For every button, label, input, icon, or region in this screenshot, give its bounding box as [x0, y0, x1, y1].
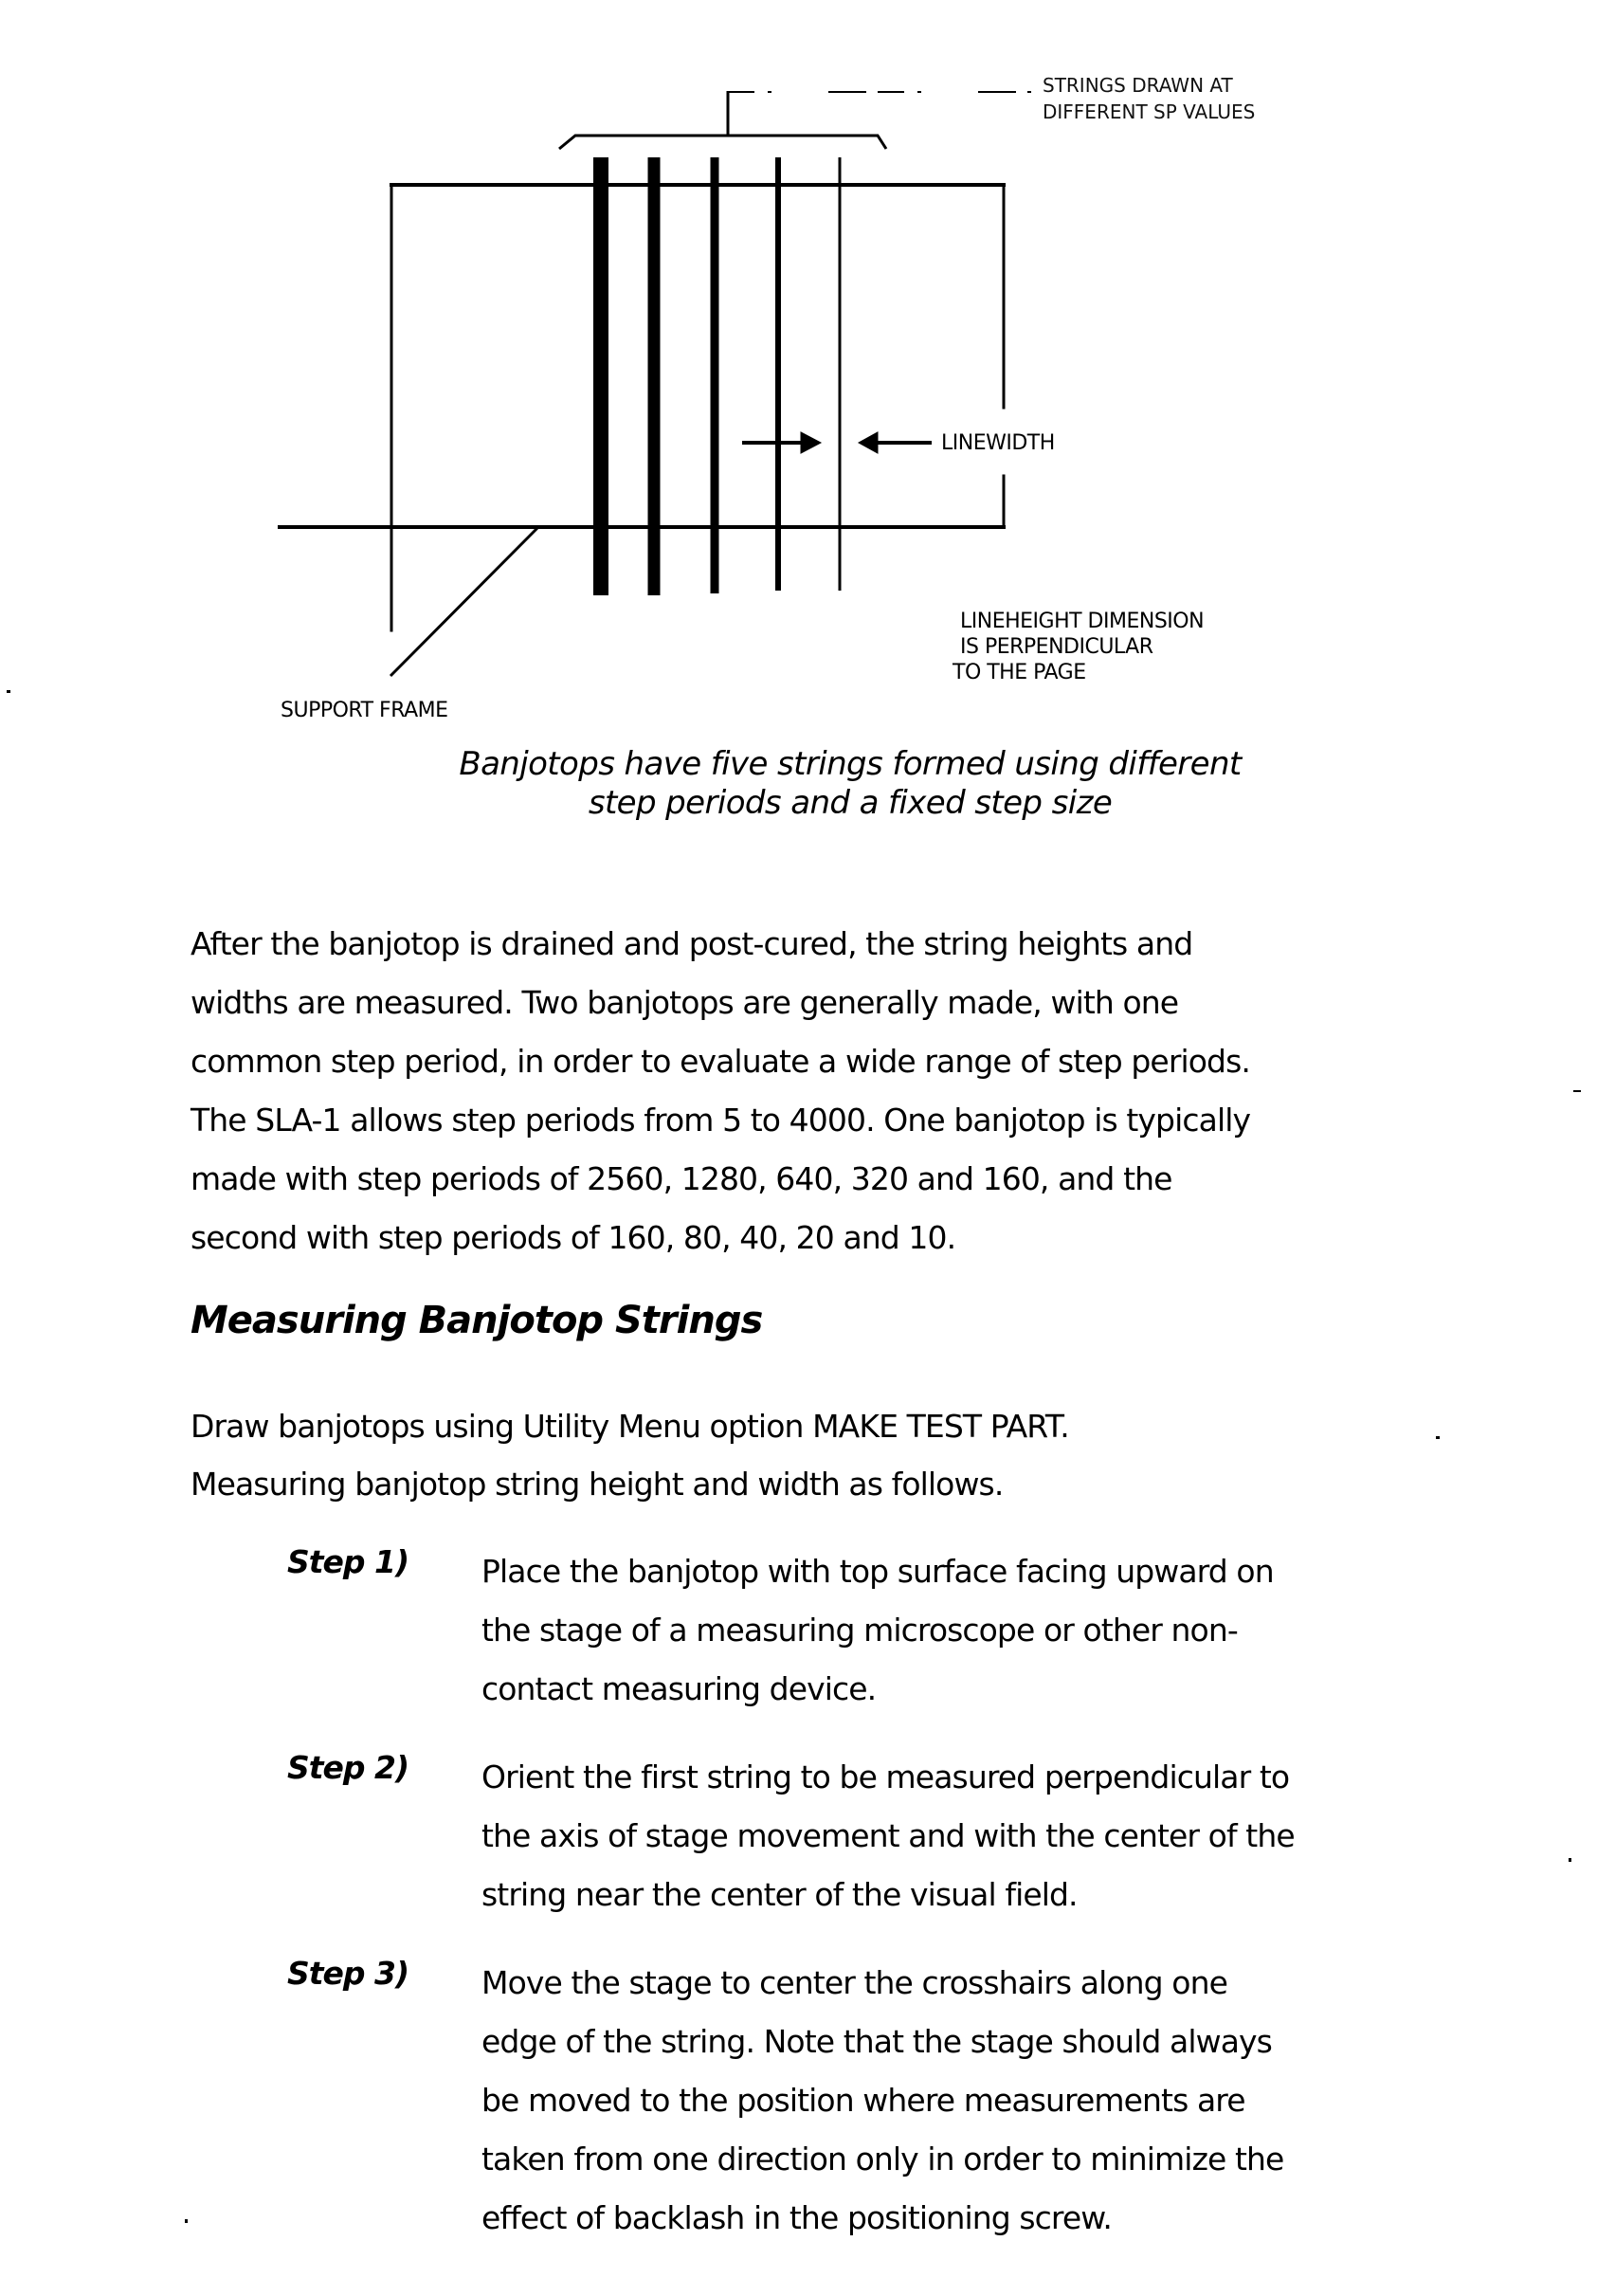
- scan-speck: [1573, 1090, 1581, 1092]
- string-4: [775, 157, 781, 591]
- lineheight-label: [953, 609, 1205, 685]
- section-intro: [191, 1397, 1069, 1513]
- step-line: Place the banjotop with top surface facing upward on: [481, 1553, 1274, 1590]
- lineheight-line-2: IS PERPENDICULAR: [960, 635, 1153, 659]
- step-text: [481, 1954, 1505, 2248]
- step-line: Orient the first string to be measured perpendicular to: [481, 1758, 1290, 1795]
- scan-speck: [185, 2219, 188, 2223]
- paragraph-line: After the banjotop is drained and post-cured, the string heights and: [191, 925, 1193, 962]
- paragraph-line: The SLA-1 allows step periods from 5 to 4000. One banjotop is typically: [191, 1102, 1251, 1139]
- step-line: edge of the string. Note that the stage should always: [481, 2023, 1272, 2060]
- string-5: [839, 157, 842, 591]
- linewidth-label: LINEWIDTH: [941, 431, 1055, 455]
- figure-caption: [372, 745, 1329, 823]
- caption-line-2: step periods and a fixed step size: [588, 784, 1113, 822]
- support-frame-leader: [390, 527, 538, 676]
- scan-speck: [1436, 1436, 1440, 1439]
- paragraph-line: common step period, in order to evaluate a wide range of step periods.: [191, 1043, 1250, 1080]
- step-text: [481, 1542, 1505, 1719]
- step-text: [481, 1748, 1505, 1924]
- strings-callout-label: [1043, 68, 1255, 129]
- intro-paragraph: [191, 915, 1250, 1267]
- scan-speck: [7, 690, 10, 693]
- section-intro-line: Draw banjotops using Utility Menu option MAKE TEST PART.: [191, 1408, 1069, 1445]
- section-intro-line: Measuring banjotop string height and width as follows.: [191, 1466, 1004, 1503]
- string-1: [593, 157, 608, 595]
- support-frame-label: SUPPORT FRAME: [281, 699, 448, 722]
- callout-line-2: DIFFERENT SP VALUES: [1043, 100, 1256, 123]
- step-label: Step 2): [287, 1749, 409, 1786]
- strings-brace: [559, 91, 1031, 149]
- string-2: [648, 157, 661, 595]
- lineheight-line-3: TO THE PAGE: [953, 661, 1086, 684]
- step-line: the stage of a measuring microscope or other non-: [481, 1612, 1238, 1649]
- arrow-right-head: [801, 432, 821, 453]
- section-heading: Measuring Banjotop Strings: [191, 1299, 763, 1342]
- linewidth-arrows: [742, 432, 932, 453]
- callout-line-1: STRINGS DRAWN AT: [1043, 74, 1233, 97]
- step-line: contact measuring device.: [481, 1670, 877, 1707]
- string-3: [711, 157, 719, 593]
- step-line: effect of backlash in the positioning screw.: [481, 2199, 1112, 2236]
- banjotop-frame: [280, 185, 1004, 630]
- step-line: Move the stage to center the crosshairs along one: [481, 1964, 1228, 2001]
- step-line: taken from one direction only in order to minimize the: [481, 2141, 1284, 2178]
- arrow-left-head: [859, 432, 878, 453]
- strings-group: [593, 157, 842, 595]
- step-line: the axis of stage movement and with the center of the: [481, 1817, 1295, 1854]
- paragraph-line: made with step periods of 2560, 1280, 640, 320 and 160, and the: [191, 1160, 1172, 1197]
- banjotop-diagram: [0, 0, 1597, 853]
- step-label: Step 1): [287, 1543, 409, 1580]
- paragraph-line: second with step periods of 160, 80, 40, 20 and 10.: [191, 1219, 956, 1256]
- step-line: be moved to the position where measurements are: [481, 2082, 1245, 2119]
- step-line: string near the center of the visual field.: [481, 1876, 1078, 1913]
- caption-line-1: Banjotops have five strings formed using different: [459, 745, 1242, 783]
- brace-bar: [559, 136, 886, 149]
- step-label: Step 3): [287, 1955, 409, 1992]
- scan-speck: [1569, 1858, 1571, 1862]
- lineheight-line-1: LINEHEIGHT DIMENSION: [960, 610, 1205, 633]
- paragraph-line: widths are measured. Two banjotops are generally made, with one: [191, 984, 1179, 1021]
